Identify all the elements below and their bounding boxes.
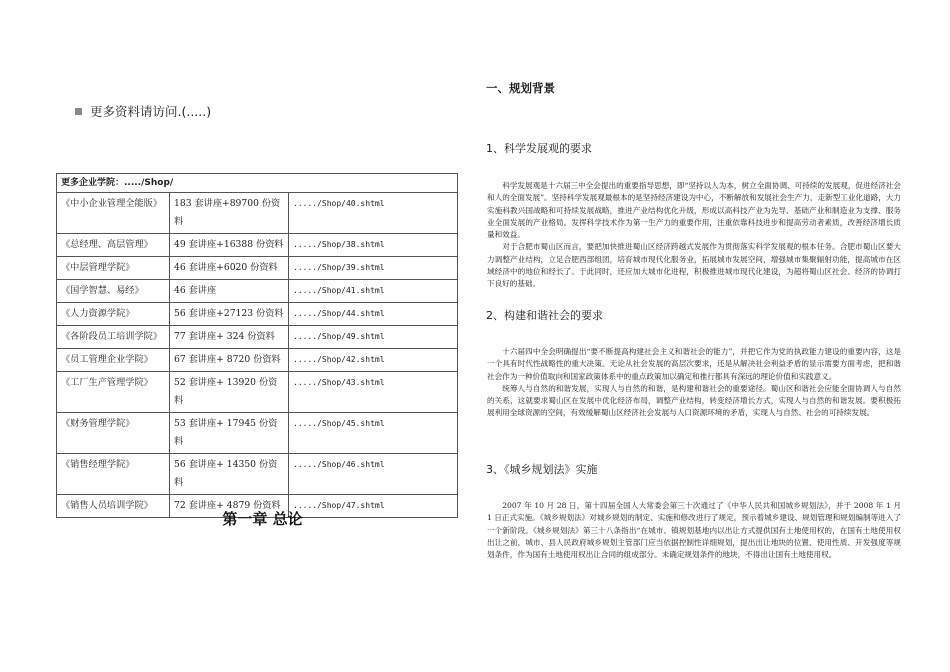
table-row (57, 326, 458, 349)
subsection-title-1: 1、科学发展观的要求 (486, 142, 592, 155)
subsection-body-3 (487, 500, 901, 561)
subsection-title-3: 3、《城乡规划法》实施 (486, 463, 598, 476)
course-url[interactable]: ...../Shop/41.shtml (289, 280, 458, 303)
table-header: 更多企业学院：...../Shop/ (57, 174, 458, 193)
more-info-line (75, 102, 211, 120)
table-row (57, 454, 458, 495)
table-row (57, 193, 458, 234)
course-url[interactable]: ...../Shop/49.shtml (289, 326, 458, 349)
course-name: 《工厂生产管理学院》 (57, 372, 170, 413)
course-count: 49 套讲座+16388 份资料 (170, 234, 289, 257)
table-header-row (57, 174, 458, 193)
course-name: 《各阶段员工培训学院》 (57, 326, 170, 349)
table-row (57, 413, 458, 454)
more-info-text: 更多资料请访问.(.....) (90, 104, 212, 119)
course-url[interactable]: ...../Shop/39.shtml (289, 257, 458, 280)
course-url[interactable]: ...../Shop/38.shtml (289, 234, 458, 257)
subsection-body-1 (487, 180, 901, 291)
course-url[interactable]: ...../Shop/42.shtml (289, 349, 458, 372)
course-url[interactable]: ...../Shop/45.shtml (289, 413, 458, 454)
course-name: 《销售人员培训学院》 (57, 495, 170, 518)
course-url[interactable]: ...../Shop/40.shtml (289, 193, 458, 234)
section-title: 一、规划背景 (486, 81, 555, 95)
course-name: 《销售经理学院》 (57, 454, 170, 495)
course-name: 《员工管理企业学院》 (57, 349, 170, 372)
course-url[interactable]: ...../Shop/44.shtml (289, 303, 458, 326)
paragraph: 十六届四中全会明确提出“要不断提高构建社会主义和谐社会的能力”，并把它作为党的执政能力建设的重要内容，这是一个具有时代性战略性的重大决策。无论从社会发展的高层次要求，还是从解决社会利益矛盾的显示需要方面考虑，把和谐社会作为一种价值取向和国家政策体系中的重点政策加以确定和推行都具有深远的理论价值和实践意义。 (487, 347, 901, 381)
paragraph: 统筹人与自然的和谐发展，实现人与自然的和谐，是构建和谐社会的重要途径。蜀山区和谐社会应能全面协调人与自然的关系，这就要求蜀山区在发展中优化经济布局，调整产业结构，转变经济增长方式，实现人与自然的和谐发展。要积极拓展利用全球资源的空间，有效缓解蜀山区经济社会发展与人口资源环境的矛盾，实现人与自然、社会的可持续发展。 (487, 383, 901, 418)
course-name: 《财务管理学院》 (57, 413, 170, 454)
subsection-body-2 (487, 346, 901, 420)
paragraph: 科学发展观是十六届三中全会提出的重要指导思想，即“坚持以人为本，树立全面协调、可持续的发展观，促进经济社会和人的全面发展”。坚持科学发展观最根本的是坚持经济建设为中心，不断解放和发展社会生产力，走新型工业化道路，大力实施科教兴国战略和可持续发展战略，推进产业结构优化升级，形成以高科技产业为先导、基础产业和制造业为支撑、服务业全面发展的产业格局。发挥科学技术作为第一生产力的重要作用，注重依靠科技进步和提高劳动者素质，改善经济增长质量和效益。 (487, 181, 901, 240)
course-url[interactable]: ...../Shop/47.shtml (289, 495, 458, 518)
course-url[interactable]: ...../Shop/46.shtml (289, 454, 458, 495)
course-name: 《中层管理学院》 (57, 257, 170, 280)
course-url[interactable]: ...../Shop/43.shtml (289, 372, 458, 413)
right-page (475, 0, 950, 672)
course-count: 46 套讲座 (170, 280, 289, 303)
chapter-title: 第一章 总论 (222, 510, 303, 528)
resource-table (56, 173, 458, 518)
table-row (57, 349, 458, 372)
course-name: 《中小企业管理全能版》 (57, 193, 170, 234)
course-name: 《总经理、高层管理》 (57, 234, 170, 257)
table-row (57, 234, 458, 257)
table-row (57, 280, 458, 303)
paragraph: 2007 年 10 月 28 日，第十四届全国人大常委会第三十次通过了《中华人民共和国城乡规划法》，并于 2008 年 1 月 1 日正式实施。《城乡规划法》对城乡规划的制定、实施和修改进行了规定，预示着城乡建设、规划管理和规划编制等进入了一个新阶段。《城乡规划法》第三十八条指出“在城市、镇规划基地内以出让方式提供国有土地使用权的，在国有土地使用权出让之前，城市、县人民政府城乡规划主管部门应当依据控制性详细规划，提出出让地块的位置、使用性质、开发强度等规划条件，作为国有土地使用权出让合同的组成部分。未确定规划条件的地块，不得出让国有土地使用权。 (487, 501, 901, 560)
table-row (57, 372, 458, 413)
paragraph: 对于合肥市蜀山区而言，要把加快推进蜀山区经济跨越式发展作为贯彻落实科学发展观的根本任务。合肥市蜀山区要大力调整产业结构，立足合肥西部组团，培育城市现代化服务业，拓展城市发展空间，增强城市集聚辐射功能，提高城市在区域经济中的地位和经长了。于此同时，还应加大城市化进程，积极推进城市现代化建设，为超将蜀山区社会、经济的协调打下良好的基础。 (487, 242, 901, 289)
course-count: 56 套讲座+27123 份资料 (170, 303, 289, 326)
course-count: 53 套讲座+ 17945 份资料 (170, 413, 289, 454)
course-count: 183 套讲座+89700 份资料 (170, 193, 289, 234)
course-count: 67 套讲座+ 8720 份资料 (170, 349, 289, 372)
square-bullet-icon (75, 108, 82, 115)
course-count: 77 套讲座+ 324 份资料 (170, 326, 289, 349)
course-count: 56 套讲座+ 14350 份资料 (170, 454, 289, 495)
course-count: 72 套讲座+ 4879 份资料 (170, 495, 289, 518)
course-name: 《人力资源学院》 (57, 303, 170, 326)
table-row (57, 303, 458, 326)
course-count: 52 套讲座+ 13920 份资料 (170, 372, 289, 413)
course-name: 《国学智慧、易经》 (57, 280, 170, 303)
table-row (57, 257, 458, 280)
course-count: 46 套讲座+6020 份资料 (170, 257, 289, 280)
subsection-title-2: 2、构建和谐社会的要求 (486, 309, 603, 322)
